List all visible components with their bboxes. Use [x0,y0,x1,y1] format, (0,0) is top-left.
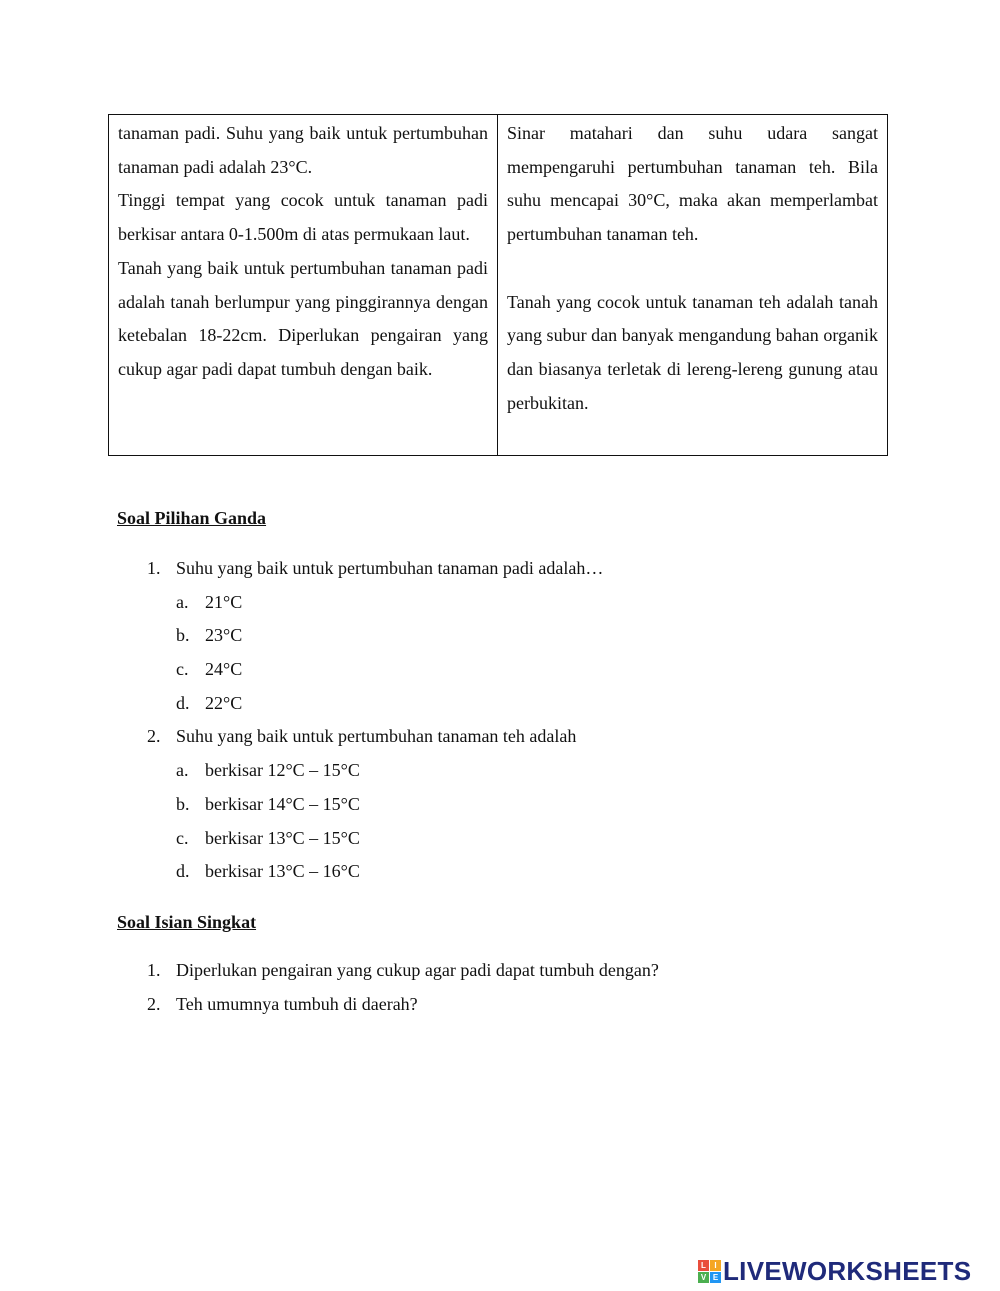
option-text: 21°C [205,591,243,612]
option-letter: c. [176,659,189,680]
option-letter: d. [176,861,190,882]
question-text: Suhu yang baik untuk pertumbuhan tanaman teh adalah [176,726,577,747]
table-paragraph: tanaman padi. Suhu yang baik untuk pertumbuhan tanaman padi adalah 23°C. [118,123,488,177]
option-letter: d. [176,692,190,713]
logo-letter-block: L [698,1260,709,1271]
option-letter: a. [176,760,189,781]
table-paragraph: Tanah yang baik untuk pertumbuhan tanaman padi adalah tanah berlumpur yang pinggirannya dengan ketebalan 18-22cm. Diperlukan pengairan yang cukup agar padi dapat tumbuh dengan baik. [118,257,488,379]
logo-mark [698,1260,721,1283]
question-item [0,552,1000,586]
option-item[interactable] [0,754,1000,788]
table-paragraph: Tinggi tempat yang cocok untuk tanaman padi berkisar antara 0-1.500m di atas permukaan laut. [118,190,488,245]
question-text: Diperlukan pengairan yang cukup agar padi dapat tumbuh dengan? [176,960,659,980]
table-paragraph: Sinar matahari dan suhu udara sangat mempengaruhi pertumbuhan tanaman teh. Bila suhu mencapai 30°C, maka akan memperlambat pertumbuhan tanaman teh. [507,123,878,245]
option-letter: b. [176,625,190,646]
question-item [0,720,1000,754]
multiple-choice-list [0,552,1000,889]
question-number: 1. [147,960,161,980]
question-number: 2. [147,726,161,747]
logo-letter-block: E [710,1272,721,1283]
question-text: Suhu yang baik untuk pertumbuhan tanaman padi adalah… [176,558,604,578]
option-letter: c. [176,827,189,848]
option-item[interactable] [0,653,1000,687]
logo-letter-block: I [710,1260,721,1271]
table-paragraph: Tanah yang cocok untuk tanaman teh adalah tanah yang subur dan banyak mengandung bahan organik dan biasanya terletak di lereng-lereng gunung atau perbukitan. [507,291,878,413]
table-column-padi [109,115,498,455]
logo-letter-block: V [698,1272,709,1283]
option-text: berkisar 14°C – 15°C [205,793,360,814]
option-letter: a. [176,591,189,612]
option-text: berkisar 12°C – 15°C [205,760,360,781]
paragraph-gap [507,252,878,286]
option-text: 24°C [205,659,243,680]
table-column-teh [498,115,887,455]
short-answer-list [0,954,1000,1021]
option-text: 22°C [205,692,243,713]
section-heading-multiple-choice: Soal Pilihan Ganda [117,508,267,528]
option-text: berkisar 13°C – 15°C [205,827,360,848]
option-text: berkisar 13°C – 16°C [205,861,360,882]
option-item[interactable] [0,822,1000,856]
liveworksheets-logo [698,1256,971,1286]
option-item[interactable] [0,687,1000,721]
question-text: Teh umumnya tumbuh di daerah? [176,993,418,1014]
question-number: 1. [147,558,161,578]
question-item [0,988,1000,1022]
option-item[interactable] [0,619,1000,653]
info-table [108,114,888,456]
option-item[interactable] [0,788,1000,822]
logo-text: LIVEWORKSHEETS [723,1255,972,1286]
option-item[interactable] [0,586,1000,620]
option-item[interactable] [0,855,1000,889]
question-item [0,954,1000,988]
option-text: 23°C [205,625,243,646]
option-letter: b. [176,793,190,814]
section-heading-short-answer: Soal Isian Singkat [117,912,257,932]
question-number: 2. [147,993,161,1014]
